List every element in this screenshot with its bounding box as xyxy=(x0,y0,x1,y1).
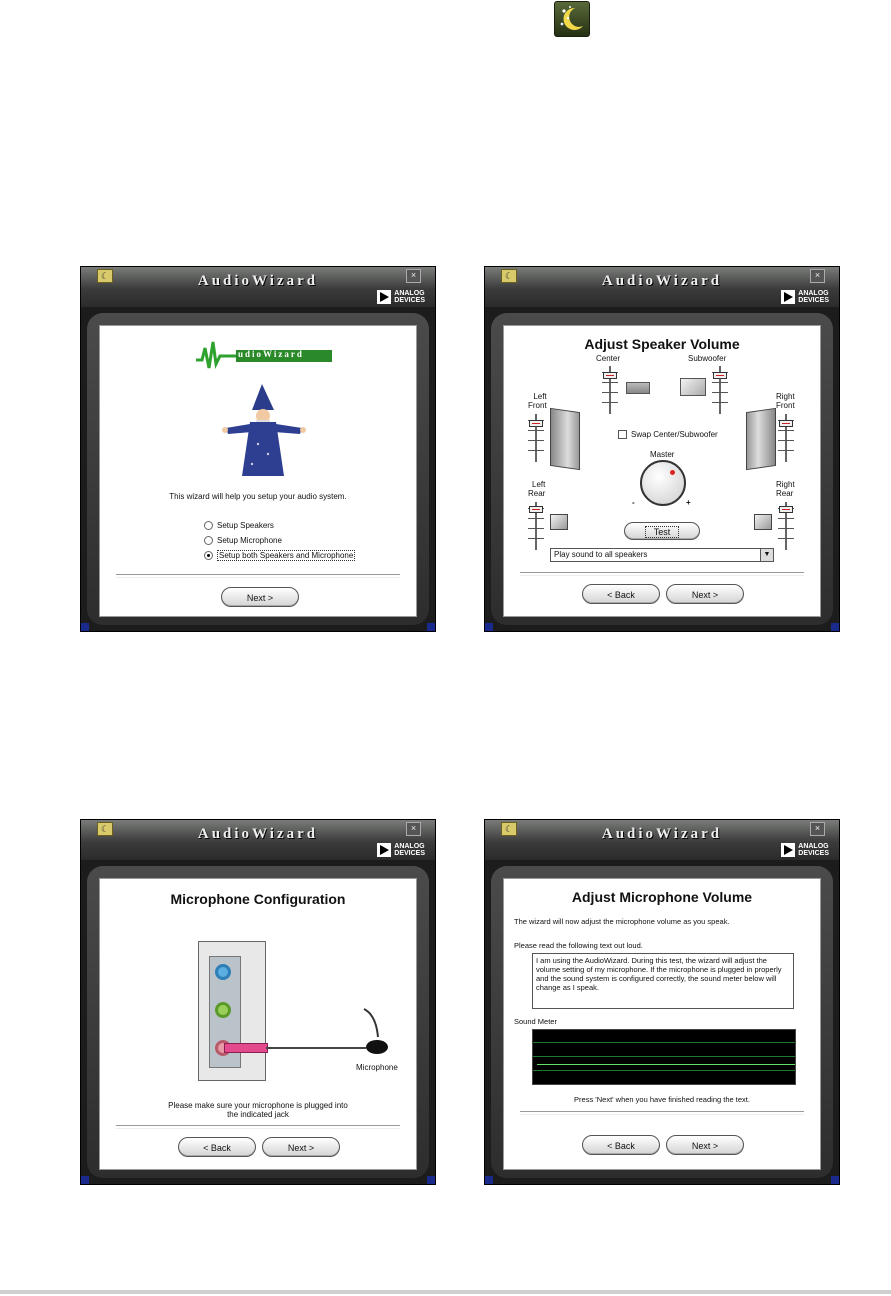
sound-target-dropdown[interactable] xyxy=(550,548,774,562)
radio-setup-both[interactable] xyxy=(204,550,355,561)
label-subwoofer: Subwoofer xyxy=(688,354,727,363)
read-prompt: Please read the following text out loud. xyxy=(514,941,643,950)
right-front-speaker-icon xyxy=(746,408,776,470)
window-title: AudioWizard xyxy=(197,273,319,289)
page-title: Adjust Microphone Volume xyxy=(571,889,753,905)
logo-text: udioWizard xyxy=(238,349,304,359)
brand-line2: DEVICES xyxy=(798,850,829,857)
brand-line1: ANALOG xyxy=(394,290,425,297)
test-button[interactable] xyxy=(624,522,700,540)
checkbox-label: Swap Center/Subwoofer xyxy=(631,430,718,439)
sound-meter-label: Sound Meter xyxy=(514,1017,557,1026)
microphone-icon xyxy=(362,1007,388,1055)
analog-devices-logo xyxy=(377,842,425,858)
close-icon[interactable]: × xyxy=(406,822,421,836)
audio-jack-panel xyxy=(198,941,266,1081)
brand-line1: ANALOG xyxy=(798,843,829,850)
audio-wizard-tray-icon[interactable] xyxy=(554,1,590,37)
close-icon[interactable]: × xyxy=(406,269,421,283)
left-front-speaker-icon xyxy=(550,408,580,470)
intro-text: This wizard will help you setup your audio system. xyxy=(169,492,347,501)
separator xyxy=(520,572,804,576)
window-title: AudioWizard xyxy=(601,273,723,289)
brand-line1: ANALOG xyxy=(394,843,425,850)
label-left-front: Left Front xyxy=(528,392,547,410)
line-out-jack xyxy=(215,1002,231,1018)
radio-dot xyxy=(204,521,213,530)
left-rear-speaker-icon xyxy=(550,514,568,530)
label-left-rear: Left Rear xyxy=(528,480,546,498)
wizard-panel xyxy=(503,878,821,1170)
window-menu-icon[interactable]: ☾ xyxy=(97,269,113,283)
master-volume-knob[interactable] xyxy=(640,460,686,506)
radio-dot xyxy=(204,551,213,560)
plus-label: + xyxy=(686,498,691,507)
slider-left-front[interactable] xyxy=(526,414,546,462)
analog-devices-logo xyxy=(781,289,829,305)
frame-corner xyxy=(831,623,839,631)
separator xyxy=(520,1111,804,1115)
next-button[interactable]: Next > xyxy=(262,1137,340,1157)
window-title: AudioWizard xyxy=(601,826,723,842)
label-master: Master xyxy=(650,450,675,459)
mic-plug xyxy=(224,1043,268,1053)
window-title: AudioWizard xyxy=(197,826,319,842)
audiowizard-window-mic-config xyxy=(80,819,436,1185)
page-footer-rule xyxy=(0,1290,891,1294)
sound-meter xyxy=(532,1029,796,1085)
back-button[interactable]: < Back xyxy=(582,584,660,604)
next-button[interactable]: Next > xyxy=(666,584,744,604)
label-center: Center xyxy=(596,354,621,363)
instruction-text: Please make sure your microphone is plugged into the indicated jack xyxy=(168,1101,348,1119)
window-menu-icon[interactable]: ☾ xyxy=(501,822,517,836)
frame-corner xyxy=(427,623,435,631)
chevron-down-icon[interactable]: ▼ xyxy=(760,549,773,561)
radio-setup-microphone[interactable] xyxy=(204,536,282,545)
meter-hint: Press 'Next' when you have finished reading the text. xyxy=(574,1095,750,1104)
audiowizard-logo xyxy=(196,338,336,372)
radio-label: Setup Speakers xyxy=(217,521,274,530)
slider-center[interactable] xyxy=(600,366,620,414)
slider-subwoofer[interactable] xyxy=(710,366,730,414)
wizard-panel xyxy=(503,325,821,617)
next-button[interactable]: Next > xyxy=(221,587,299,607)
label-right-front: Right Front xyxy=(776,392,795,410)
frame-corner xyxy=(485,1176,493,1184)
brand-line2: DEVICES xyxy=(394,297,425,304)
separator xyxy=(116,574,400,578)
window-menu-icon[interactable]: ☾ xyxy=(97,822,113,836)
microphone-label: Microphone xyxy=(356,1063,398,1072)
right-rear-speaker-icon xyxy=(754,514,772,530)
next-button[interactable]: Next > xyxy=(666,1135,744,1155)
radio-label: Setup Microphone xyxy=(217,536,282,545)
slider-right-rear[interactable] xyxy=(776,502,796,550)
audiowizard-window-welcome xyxy=(80,266,436,632)
dropdown-value: Play sound to all speakers xyxy=(554,550,648,559)
radio-dot xyxy=(204,536,213,545)
frame-corner xyxy=(831,1176,839,1184)
frame-corner xyxy=(427,1176,435,1184)
separator xyxy=(116,1125,400,1129)
analog-devices-logo xyxy=(781,842,829,858)
knob-indicator xyxy=(670,470,675,475)
center-speaker-icon xyxy=(626,382,650,394)
wizard-moon-icon xyxy=(555,2,589,36)
frame-corner xyxy=(81,1176,89,1184)
audiowizard-window-speaker-volume xyxy=(484,266,840,632)
subwoofer-icon xyxy=(680,378,706,396)
frame-corner xyxy=(81,623,89,631)
read-text-box xyxy=(532,953,794,1009)
back-button[interactable]: < Back xyxy=(582,1135,660,1155)
brand-line2: DEVICES xyxy=(798,297,829,304)
radio-setup-speakers[interactable] xyxy=(204,521,274,530)
slider-left-rear[interactable] xyxy=(526,502,546,550)
brand-line2: DEVICES xyxy=(394,850,425,857)
read-text: I am using the AudioWizard. During this test, the wizard will adjust the volume setting of my microphone. If the microphone is plugged in properly and the sound system is configured correctly, the sound meter below will change as I speak. xyxy=(536,956,782,992)
line-in-jack xyxy=(215,964,231,980)
label-right-rear: Right Rear xyxy=(776,480,795,498)
page-title: Adjust Speaker Volume xyxy=(584,336,740,352)
checkbox-box xyxy=(618,430,627,439)
swap-center-subwoofer-checkbox[interactable] xyxy=(618,430,718,439)
close-icon[interactable]: × xyxy=(810,269,825,283)
slider-right-front[interactable] xyxy=(776,414,796,462)
radio-label: Setup both Speakers and Microphone xyxy=(219,551,354,560)
window-menu-icon[interactable]: ☾ xyxy=(501,269,517,283)
brand-line1: ANALOG xyxy=(798,290,829,297)
page-title: Microphone Configuration xyxy=(170,891,346,907)
wizard-illustration xyxy=(222,384,306,478)
close-icon[interactable]: × xyxy=(810,822,825,836)
audiowizard-window-mic-volume xyxy=(484,819,840,1185)
wizard-panel xyxy=(99,325,417,617)
minus-label: - xyxy=(632,498,635,507)
mic-cable xyxy=(266,1047,366,1049)
test-button-label: Test xyxy=(645,526,680,538)
back-button[interactable]: < Back xyxy=(178,1137,256,1157)
frame-corner xyxy=(485,623,493,631)
analog-devices-logo xyxy=(377,289,425,305)
intro-text: The wizard will now adjust the microphone volume as you speak. xyxy=(514,917,730,926)
sound-meter-signal xyxy=(537,1064,795,1065)
wizard-panel xyxy=(99,878,417,1170)
